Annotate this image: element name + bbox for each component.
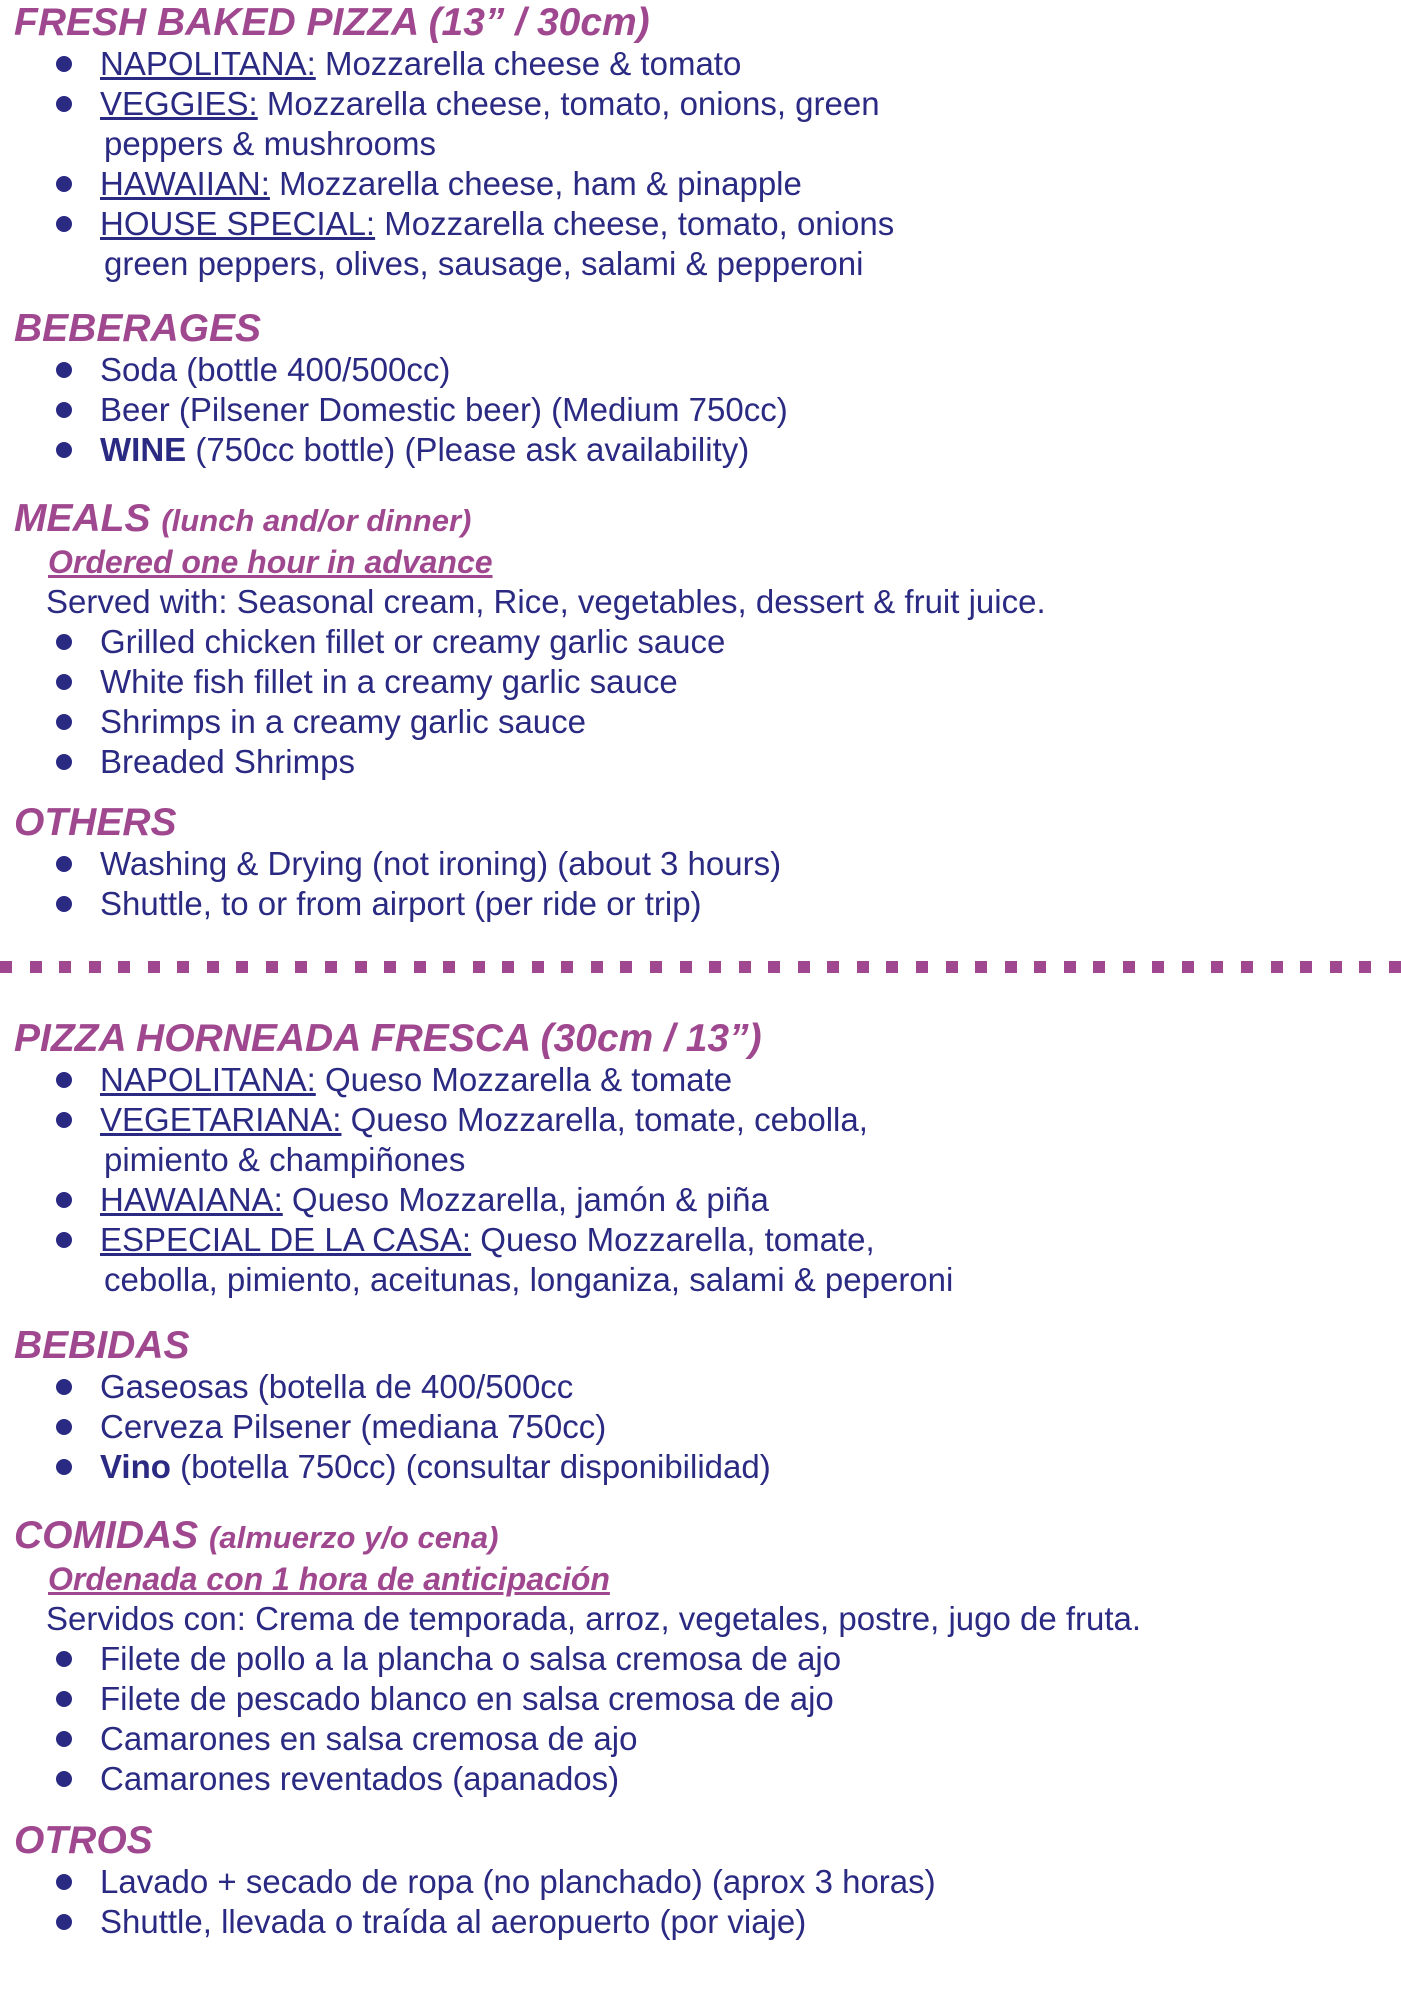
item-name: HAWAIIAN:: [100, 165, 270, 202]
list-item: [14, 84, 894, 164]
bullet-icon: [56, 634, 72, 650]
en-pizza-section: [14, 2, 894, 284]
item-bold: Vino: [100, 1448, 171, 1485]
item-desc: Queso Mozzarella, tomate, cebolla,: [341, 1101, 868, 1138]
bullet-icon: [56, 1232, 72, 1248]
divider-square: [1359, 961, 1371, 973]
en-others-title: OTHERS: [14, 801, 177, 844]
es-others-title: OTROS: [14, 1819, 153, 1862]
item-text: Shuttle, llevada o traída al aeropuerto (por viaje): [100, 1903, 807, 1940]
divider-square: [1182, 961, 1194, 973]
list-item: [14, 1902, 936, 1942]
divider-square: [680, 961, 692, 973]
bullet-icon: [56, 896, 72, 912]
item-desc: Mozzarella cheese & tomato: [315, 45, 742, 82]
bullet-icon: [56, 1771, 72, 1787]
item-name: NAPOLITANA:: [100, 1061, 316, 1098]
item-desc: Mozzarella cheese, tomato, onions: [375, 205, 895, 242]
item-text: Soda (bottle 400/500cc): [100, 351, 451, 388]
divider-square: [236, 961, 248, 973]
divider-square: [739, 961, 751, 973]
bullet-icon: [56, 362, 72, 378]
item-name: NAPOLITANA:: [100, 45, 316, 82]
item-name: VEGETARIANA:: [100, 1101, 342, 1138]
list-item: [14, 390, 788, 430]
list-item: [14, 430, 788, 470]
divider-square: [59, 961, 71, 973]
bullet-icon: [56, 1419, 72, 1435]
divider-square: [916, 961, 928, 973]
item-desc: Queso Mozzarella, tomate,: [471, 1221, 875, 1258]
list-item: [14, 884, 781, 924]
es-beverages-list: [14, 1367, 771, 1487]
bullet-icon: [56, 216, 72, 232]
divider-square: [177, 961, 189, 973]
bullet-icon: [56, 1192, 72, 1208]
list-item: [14, 1759, 1141, 1799]
es-pizza-section: [14, 1018, 953, 1300]
item-text: Camarones en salsa cremosa de ajo: [100, 1720, 638, 1757]
divider-square: [827, 961, 839, 973]
item-desc-continued: cebolla, pimiento, aceitunas, longaniza, salami & peperoni: [104, 1261, 954, 1298]
divider-square: [1211, 961, 1223, 973]
divider-square: [325, 961, 337, 973]
item-text: Beer (Pilsener Domestic beer) (Medium 750cc): [100, 391, 788, 428]
item-text: Cerveza Pilsener (mediana 750cc): [100, 1408, 607, 1445]
list-item: [14, 1447, 771, 1487]
en-beverages-list: [14, 350, 788, 470]
item-text: Gaseosas (botella de 400/500cc: [100, 1368, 574, 1405]
item-desc: Queso Mozzarella, jamón & piña: [282, 1181, 769, 1218]
divider-square: [384, 961, 396, 973]
bullet-icon: [56, 1459, 72, 1475]
divider-square: [1330, 961, 1342, 973]
bullet-icon: [56, 402, 72, 418]
bullet-icon: [56, 1112, 72, 1128]
list-item: [14, 1639, 1141, 1679]
bullet-icon: [56, 1379, 72, 1395]
bullet-icon: [56, 1072, 72, 1088]
item-text: White fish fillet in a creamy garlic sauce: [100, 663, 678, 700]
divider-square: [118, 961, 130, 973]
divider-square: [1093, 961, 1105, 973]
divider-square: [414, 961, 426, 973]
en-meals-served: Served with: Seasonal cream, Rice, vegetables, dessert & fruit juice.: [46, 583, 1046, 620]
bullet-icon: [56, 1914, 72, 1930]
item-text: Shrimps in a creamy garlic sauce: [100, 703, 587, 740]
en-meals-note: Ordered one hour in advance: [48, 544, 493, 580]
list-item: [14, 1367, 771, 1407]
bullet-icon: [56, 754, 72, 770]
dotted-divider: [0, 961, 1401, 973]
divider-square: [620, 961, 632, 973]
divider-square: [502, 961, 514, 973]
item-desc: Queso Mozzarella & tomate: [315, 1061, 733, 1098]
item-desc: Mozzarella cheese, ham & pinapple: [269, 165, 802, 202]
item-bold: WINE: [100, 431, 187, 468]
bullet-icon: [56, 1651, 72, 1667]
en-meals-section: [14, 498, 1046, 782]
divider-square: [591, 961, 603, 973]
item-name: ESPECIAL DE LA CASA:: [100, 1221, 472, 1258]
item-text: Lavado + secado de ropa (no planchado) (aprox 3 horas): [100, 1863, 936, 1900]
list-item: [14, 350, 788, 390]
divider-square: [473, 961, 485, 973]
bullet-icon: [56, 176, 72, 192]
en-beverages-section: [14, 308, 788, 470]
item-text: Grilled chicken fillet or creamy garlic sauce: [100, 623, 726, 660]
es-others-list: [14, 1862, 936, 1942]
item-text: Washing & Drying (not ironing) (about 3 hours): [100, 845, 782, 882]
list-item: [14, 622, 1046, 662]
item-desc-continued: pimiento & champiñones: [104, 1141, 466, 1178]
en-meals-title: [14, 498, 1046, 542]
es-meals-title: [14, 1515, 1141, 1559]
divider-square: [768, 961, 780, 973]
bullet-icon: [56, 856, 72, 872]
divider-square: [709, 961, 721, 973]
divider-square: [650, 961, 662, 973]
es-meals-served: Servidos con: Crema de temporada, arroz, vegetales, postre, jugo de fruta.: [46, 1600, 1142, 1637]
bullet-icon: [56, 96, 72, 112]
bullet-icon: [56, 1691, 72, 1707]
bullet-icon: [56, 714, 72, 730]
divider-square: [207, 961, 219, 973]
divider-square: [30, 961, 42, 973]
divider-square: [561, 961, 573, 973]
es-pizza-title: PIZZA HORNEADA FRESCA (30cm / 13”): [14, 1017, 762, 1060]
item-text: (750cc bottle) (Please ask availability): [186, 431, 750, 468]
list-item: [14, 702, 1046, 742]
list-item: [14, 1220, 953, 1300]
bullet-icon: [56, 1731, 72, 1747]
divider-square: [946, 961, 958, 973]
list-item: [14, 164, 894, 204]
es-beverages-section: [14, 1325, 771, 1487]
list-item: [14, 844, 781, 884]
bullet-icon: [56, 442, 72, 458]
divider-square: [89, 961, 101, 973]
item-name: VEGGIES:: [100, 85, 258, 122]
divider-square: [1271, 961, 1283, 973]
divider-square: [1123, 961, 1135, 973]
list-item: [14, 204, 894, 284]
es-meals-list: [14, 1639, 1141, 1799]
meals-title-text: MEALS: [14, 497, 151, 540]
list-item: [14, 1407, 771, 1447]
divider-square: [266, 961, 278, 973]
bullet-icon: [56, 674, 72, 690]
divider-square: [886, 961, 898, 973]
list-item: [14, 1180, 953, 1220]
meals-title-text: COMIDAS: [14, 1514, 199, 1557]
list-item: [14, 662, 1046, 702]
en-pizza-title: FRESH BAKED PIZZA (13” / 30cm): [14, 1, 650, 44]
item-text: Breaded Shrimps: [100, 743, 355, 780]
bullet-icon: [56, 1874, 72, 1890]
en-meals-list: [14, 622, 1046, 782]
list-item: [14, 1100, 953, 1180]
en-others-section: [14, 802, 781, 924]
es-others-section: [14, 1820, 936, 1942]
en-others-list: [14, 844, 781, 924]
es-meals-section: [14, 1515, 1141, 1799]
item-text: Filete de pollo a la plancha o salsa cremosa de ajo: [100, 1640, 842, 1677]
divider-square: [975, 961, 987, 973]
item-name: HOUSE SPECIAL:: [100, 205, 376, 242]
list-item: [14, 742, 1046, 782]
divider-square: [857, 961, 869, 973]
item-name: HAWAIANA:: [100, 1181, 283, 1218]
divider-square: [1241, 961, 1253, 973]
en-pizza-list: [14, 44, 894, 284]
divider-square: [532, 961, 544, 973]
list-item: [14, 1862, 936, 1902]
es-pizza-list: [14, 1060, 953, 1300]
divider-square: [798, 961, 810, 973]
list-item: [14, 1060, 953, 1100]
item-text: Shuttle, to or from airport (per ride or trip): [100, 885, 702, 922]
divider-square: [1389, 961, 1401, 973]
divider-square: [0, 961, 12, 973]
divider-square: [355, 961, 367, 973]
item-text: (botella 750cc) (consultar disponibilidad): [170, 1448, 771, 1485]
list-item: [14, 1679, 1141, 1719]
meals-subtitle: (almuerzo y/o cena): [209, 1520, 499, 1555]
en-beverages-title: BEBERAGES: [14, 307, 262, 350]
item-text: Camarones reventados (apanados): [100, 1760, 620, 1797]
divider-square: [443, 961, 455, 973]
item-desc-continued: green peppers, olives, sausage, salami & pepperoni: [104, 245, 864, 282]
divider-square: [295, 961, 307, 973]
item-text: Filete de pescado blanco en salsa cremosa de ajo: [100, 1680, 834, 1717]
divider-square: [148, 961, 160, 973]
divider-square: [1064, 961, 1076, 973]
es-beverages-title: BEBIDAS: [14, 1324, 190, 1367]
bullet-icon: [56, 56, 72, 72]
meals-subtitle: (lunch and/or dinner): [161, 503, 472, 538]
divider-square: [1005, 961, 1017, 973]
es-meals-note: Ordenada con 1 hora de anticipación: [48, 1561, 610, 1597]
item-desc: Mozzarella cheese, tomato, onions, green: [257, 85, 880, 122]
divider-square: [1300, 961, 1312, 973]
item-desc-continued: peppers & mushrooms: [104, 125, 436, 162]
divider-square: [1034, 961, 1046, 973]
divider-square: [1152, 961, 1164, 973]
list-item: [14, 1719, 1141, 1759]
list-item: [14, 44, 894, 84]
